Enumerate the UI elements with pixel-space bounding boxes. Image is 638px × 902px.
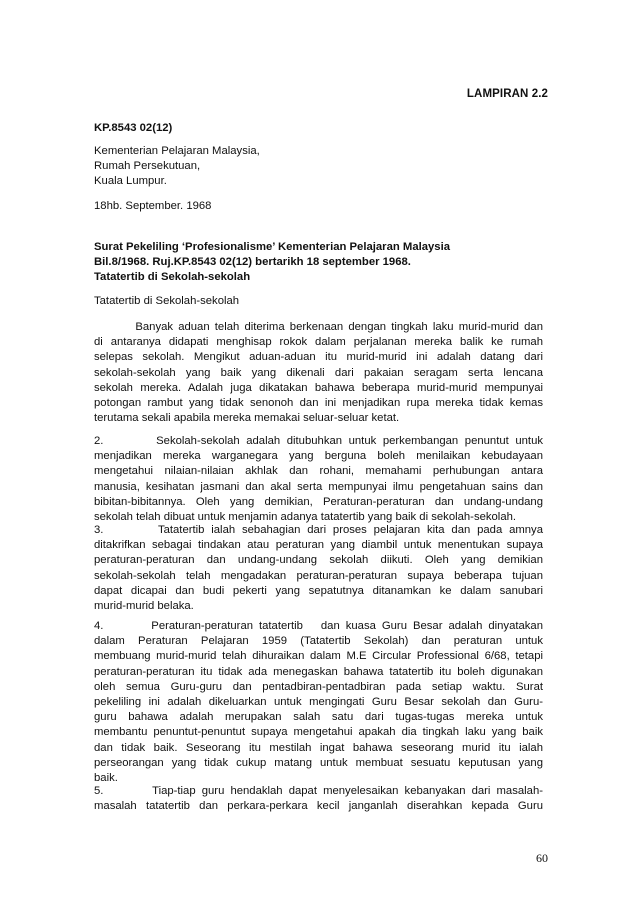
paragraph-line: mengetahui nilaian-nilaian akhlak dan rohani, memahami perhubungan antara	[94, 465, 543, 478]
paragraph-line: murid-murid belaka.	[94, 600, 194, 613]
paragraph-line: 5. Tiap-tiap guru hendaklah dapat menyelesaikan kebanyakan dari masalah-	[94, 785, 543, 797]
title-line: Surat Pekeliling ‘Profesionalisme’ Kementerian Pelajaran Malaysia	[94, 241, 451, 253]
paragraph-line: 2. Sekolah-sekolah adalah ditubuhkan untuk perkembangan penuntut untuk	[94, 435, 543, 447]
title-line: Tatatertib di Sekolah-sekolah	[94, 271, 251, 284]
paragraph-line: selepas sekolah. Mengikut aduan-aduan itu murid-murid ini adalah datang dari	[94, 351, 543, 364]
paragraph-line: manusia, kesihatan jasmani dan akal serta mempunyai ilmu pengetahuan sains dan	[94, 480, 543, 493]
paragraph-line: bibitan-bibitannya. Oleh yang demikian, Peraturan-peraturan dan undang-undang	[94, 495, 543, 508]
paragraph-line: sekolah-sekolah telah mengadakan peraturan-peraturan supaya beberapa tujuan	[94, 569, 543, 582]
paragraph-line: dan tidak baik. Seseorang itu mestilah ingat bahawa seseorang murid itu ialah	[94, 741, 543, 754]
paragraph-line: oleh semua Guru-guru dan pentadbiran-pentadbiran pada setiap waktu. Surat	[94, 680, 543, 693]
letter-date: 18hb. September. 1968	[94, 200, 212, 212]
paragraph-line: Banyak aduan telah diterima berkenaan dengan tingkah laku murid-murid dan	[94, 321, 543, 333]
paragraph-line: membantu penuntut-penuntut supaya mengetahui apakah dia tingkah laku yang baik	[94, 726, 543, 739]
paragraph-line: 4. Peraturan-peraturan tatatertib dan kuasa Guru Besar adalah dinyatakan	[94, 620, 543, 632]
letter-title	[94, 240, 543, 286]
paragraph-line: potongan rambut yang tidak senonoh dan ini menjadikan rupa mereka tidak kemas	[94, 397, 543, 410]
paragraph-line: membuang murid-murid telah dihuraikan dalam M.E Circular Professional 6/68, tetapi	[94, 650, 543, 663]
paragraph-line: 3. Tatatertib ialah sebahagian dari proses pelajaran kita dan pada amnya	[94, 524, 543, 536]
address-block	[94, 144, 543, 190]
section-subtitle: Tatatertib di Sekolah-sekolah	[94, 295, 240, 307]
paragraph-line: sekolah telah dibuat untuk menjamin adanya tatatertib yang baik di sekolah-sekolah.	[94, 511, 517, 524]
paragraph-line: sekolah-sekolah yang baik yang dikenali dari pakaian seragam serta lencana	[94, 366, 543, 379]
page-number: 60	[536, 851, 548, 865]
title-line: Bil.8/1968. Ruj.KP.8543 02(12) bertarikh 18 september 1968.	[94, 256, 411, 269]
paragraph-line: ditakrifkan sebagai tindakan atau peraturan yang diambil untuk menentukan supaya	[94, 539, 543, 552]
reference-number: KP.8543 02(12)	[94, 122, 173, 134]
paragraph-2	[94, 434, 543, 525]
paragraph-line: terutama sekali apabila mereka memakai seluar-seluar ketat.	[94, 412, 400, 425]
paragraph-line: dalam Peraturan Pelajaran 1959 (Tatatertib Sekolah) dan peraturan untuk	[94, 635, 543, 648]
address-line: Kuala Lumpur.	[94, 175, 167, 188]
address-line: Rumah Persekutuan,	[94, 160, 201, 173]
paragraph-4	[94, 619, 543, 786]
paragraph-line: pekeliling ini adalah dikeluarkan untuk mengingati Guru Besar sekolah dan Guru-	[94, 696, 543, 709]
paragraph-line: peraturan-peraturan dan undang-undang sekolah diikuti. Oleh yang demikian	[94, 554, 543, 567]
paragraph-line: di antaranya didapati menghisap rokok dalam perjalanan mereka balik ke rumah	[94, 336, 543, 349]
appendix-label: LAMPIRAN 2.2	[466, 88, 548, 100]
paragraph-line: guru bahawa adalah merupakan salah satu dari tugas-tugas mereka untuk	[94, 711, 543, 724]
paragraph-line: perseorangan yang tidak cukup matang untuk membuat sesuatu keputusan yang	[94, 756, 543, 769]
paragraph-line: menjadikan mereka warganegara yang berguna boleh menilaikan kebudayaan	[94, 450, 543, 463]
paragraph-1	[94, 320, 543, 426]
paragraph-line: dapat dicapai dan budi pekerti yang sepatutnya ditanamkan ke dalam sanubari	[94, 584, 543, 597]
paragraph-line: sekolah mereka. Adalah juga dikatakan bahawa beberapa murid-murid mempunyai	[94, 381, 543, 394]
address-line: Kementerian Pelajaran Malaysia,	[94, 145, 260, 157]
paragraph-line: peraturan-peraturan itu tidak ada menegaskan bahawa tatatertib itu boleh digunakan	[94, 665, 543, 678]
paragraph-line: baik.	[94, 772, 118, 785]
paragraph-5	[94, 784, 543, 814]
paragraph-3	[94, 523, 543, 614]
paragraph-line: masalah tatatertib dan perkara-perkara kecil janganlah diserahkan kepada Guru	[94, 800, 543, 813]
